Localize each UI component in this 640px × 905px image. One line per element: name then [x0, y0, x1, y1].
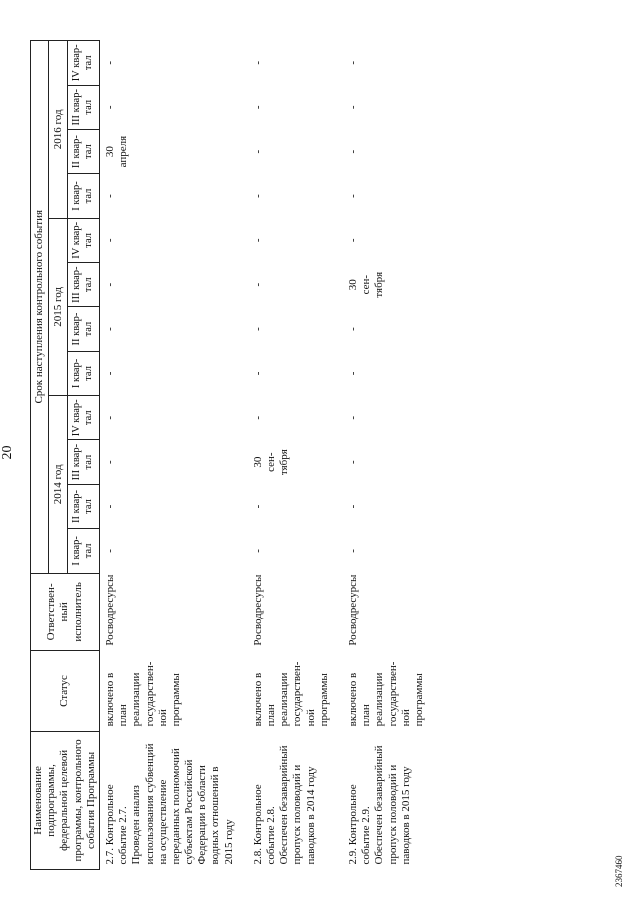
header-quarter-2: II квар-тал [67, 129, 99, 173]
quarter-deadline-cell [335, 174, 430, 218]
event-status-cell-line: ной [399, 709, 412, 727]
table-row [99, 41, 239, 870]
event-status-cell [335, 651, 430, 732]
quarter-deadline-cell [240, 440, 335, 484]
event-status-cell-line: ной [304, 709, 317, 727]
quarter-deadline-cell [335, 85, 430, 129]
header-year-2015: 2015 год [49, 218, 67, 395]
deadline-text: - [251, 504, 264, 509]
deadline-text: 30 [346, 279, 359, 291]
event-status-cell-line: план [360, 704, 373, 727]
quarter-deadline-cell [240, 396, 335, 440]
event-status-cell-line: программы [169, 673, 182, 727]
deadline-text: - [103, 60, 116, 65]
deadline-text: - [103, 460, 116, 464]
header-quarter-1: I квар-тал [67, 351, 99, 395]
deadline-text: - [346, 415, 359, 420]
event-status-cell-line: ной [156, 709, 169, 727]
deadline-text: - [346, 504, 359, 509]
header-status-column: Статус [31, 651, 100, 732]
page-number: 20 [0, 445, 15, 460]
event-name-cell-line: пропуск половодий и [386, 764, 399, 865]
event-status-cell-line: реализации [373, 672, 386, 727]
deadline-text: - [103, 415, 116, 420]
event-name-cell-line: пропуск половодий и [291, 764, 304, 865]
quarter-deadline-cell [99, 263, 239, 307]
event-name-cell-line: 2015 году [222, 819, 235, 865]
header-quarter-2: II квар-тал [67, 484, 99, 528]
quarter-deadline-cell [99, 41, 239, 86]
quarter-deadline-cell [335, 263, 430, 307]
deadline-text: - [251, 149, 264, 154]
quarter-deadline-cell [240, 218, 335, 262]
quarter-deadline-cell [99, 218, 239, 262]
quarter-deadline-cell [240, 129, 335, 173]
event-status-cell-line: включено в [251, 672, 264, 727]
deadline-text: 30 [251, 456, 264, 468]
event-status-cell-line: план [117, 704, 130, 727]
event-name-cell [240, 731, 335, 869]
header-quarter-1: I квар-тал [67, 174, 99, 218]
event-name-cell-line: на осуществление [156, 779, 169, 865]
table-header [31, 41, 100, 870]
quarter-deadline-cell [335, 396, 430, 440]
deadline-text: - [346, 238, 359, 243]
quarter-deadline-cell [335, 307, 430, 351]
header-quarter-3: III квар-тал [67, 85, 99, 129]
quarter-deadline-cell [240, 174, 335, 218]
deadline-text: - [251, 238, 264, 243]
table-row [335, 41, 430, 870]
deadline-text: - [103, 282, 116, 287]
deadline-text: - [251, 105, 264, 110]
header-quarter-1: I квар-тал [67, 529, 99, 573]
event-status-cell-line: государствен- [291, 661, 304, 727]
quarter-deadline-cell [335, 218, 430, 262]
deadline-text: тября [278, 449, 291, 476]
header-deadline-group: Срок наступления контрольного события [31, 41, 49, 574]
quarter-deadline-cell [240, 351, 335, 395]
deadline-text: - [103, 371, 116, 376]
event-name-cell [99, 731, 239, 869]
event-name-cell-line: событие 2.8. [265, 806, 277, 865]
deadline-text: 30 [103, 146, 116, 158]
event-name-cell-line: Проведен анализ [130, 785, 143, 865]
event-status-cell-line: реализации [278, 672, 291, 727]
event-name-cell [335, 731, 430, 869]
quarter-deadline-cell [99, 307, 239, 351]
deadline-text: - [251, 60, 264, 65]
deadline-text: - [103, 194, 116, 198]
event-status-cell-line: программы [412, 673, 425, 727]
quarter-deadline-cell [99, 351, 239, 395]
quarter-deadline-cell [99, 440, 239, 484]
responsible-cell: Росводресурсы [103, 574, 116, 646]
quarter-deadline-cell [99, 85, 239, 129]
quarter-deadline-cell [335, 41, 430, 86]
deadline-text: - [103, 549, 116, 553]
header-quarter-4: IV квар-тал [67, 396, 99, 440]
quarter-deadline-cell [99, 396, 239, 440]
header-name-column: Наименование подпрограммы, федеральной целевой программы, контрольного события Программы [31, 731, 100, 869]
deadline-text: - [346, 60, 359, 65]
event-name-cell-line: Обеспечен безаварийный [373, 745, 386, 865]
deadline-text: - [346, 460, 359, 464]
deadline-text: - [103, 327, 116, 331]
header-quarter-3: III квар-тал [67, 263, 99, 307]
quarter-deadline-cell [335, 351, 430, 395]
header-quarter-3: III квар-тал [67, 440, 99, 484]
deadline-text: - [103, 105, 116, 110]
event-status-cell [99, 651, 239, 732]
responsible-cell: Росводресурсы [251, 574, 264, 646]
header-year-2016: 2016 год [49, 41, 67, 219]
quarter-deadline-cell [99, 129, 239, 173]
header-quarter-2: II квар-тал [67, 307, 99, 351]
deadline-text: - [251, 282, 264, 287]
deadline-text: - [251, 371, 264, 376]
event-name-cell-line: 2.9. Контрольное [346, 784, 359, 865]
control-events-table [30, 40, 430, 870]
deadline-text: сен- [360, 274, 373, 295]
quarter-deadline-cell [335, 484, 430, 528]
deadline-text: сен- [265, 452, 277, 472]
deadline-text: - [346, 149, 359, 154]
deadline-text: апреля [117, 135, 130, 168]
quarter-deadline-cell [240, 85, 335, 129]
header-responsible-column: Ответствен-ный исполнитель [31, 573, 100, 651]
quarter-deadline-cell [240, 484, 335, 528]
quarter-deadline-cell [240, 529, 335, 573]
quarter-deadline-cell [335, 129, 430, 173]
event-name-cell-line: 2.8. Контрольное [251, 784, 264, 865]
quarter-deadline-cell [240, 41, 335, 86]
event-name-cell-line: водных отношений в [209, 766, 222, 865]
event-status-cell-line: включено в [346, 672, 359, 727]
event-status-cell-line: государствен- [386, 661, 399, 727]
event-name-cell-line: паводков в 2014 году [304, 766, 317, 865]
table-row [240, 41, 335, 870]
deadline-text: - [251, 327, 264, 331]
quarter-deadline-cell [335, 529, 430, 573]
event-status-cell-line: программы [317, 673, 330, 727]
event-status-cell [240, 651, 335, 732]
quarter-deadline-cell [99, 174, 239, 218]
event-name-cell-line: 2.7. Контрольное [103, 784, 116, 865]
deadline-text: - [251, 549, 264, 553]
event-status-cell-line: государствен- [143, 661, 156, 727]
deadline-text: - [346, 105, 359, 110]
deadline-text: - [346, 327, 359, 331]
event-name-cell-line: Обеспечен безаварийный [278, 745, 291, 865]
event-status-cell-line: включено в [103, 672, 116, 727]
event-name-cell-line: субъектам Российской [183, 759, 196, 865]
responsible-cell: Росводресурсы [346, 574, 359, 646]
quarter-deadline-cell [99, 529, 239, 573]
event-name-cell-line: использования субвенций [143, 743, 156, 865]
document-code: 2367460 [614, 855, 624, 887]
header-quarter-4: IV квар-тал [67, 41, 99, 86]
event-status-cell-line: реализации [130, 672, 143, 727]
quarter-deadline-cell [240, 307, 335, 351]
deadline-text: - [346, 194, 359, 198]
event-name-cell-line: паводков в 2015 году [399, 766, 412, 865]
deadline-text: - [103, 504, 116, 509]
deadline-text: тября [373, 271, 386, 298]
event-name-cell-line: событие 2.7. [117, 806, 130, 865]
table-body [99, 41, 430, 870]
event-name-cell-line: переданных полномочий [169, 748, 182, 865]
quarter-deadline-cell [240, 263, 335, 307]
header-quarter-4: IV квар-тал [67, 218, 99, 262]
event-name-cell-line: событие 2.9. [360, 806, 373, 865]
deadline-text: - [251, 415, 264, 420]
event-name-cell-line: Федерации в области [196, 765, 209, 865]
deadline-text: - [251, 194, 264, 198]
deadline-text: - [346, 371, 359, 376]
quarter-deadline-cell [335, 440, 430, 484]
header-year-2014: 2014 год [49, 396, 67, 573]
deadline-text: - [346, 549, 359, 553]
deadline-text: - [103, 238, 116, 243]
event-status-cell-line: план [265, 704, 277, 727]
quarter-deadline-cell [99, 484, 239, 528]
